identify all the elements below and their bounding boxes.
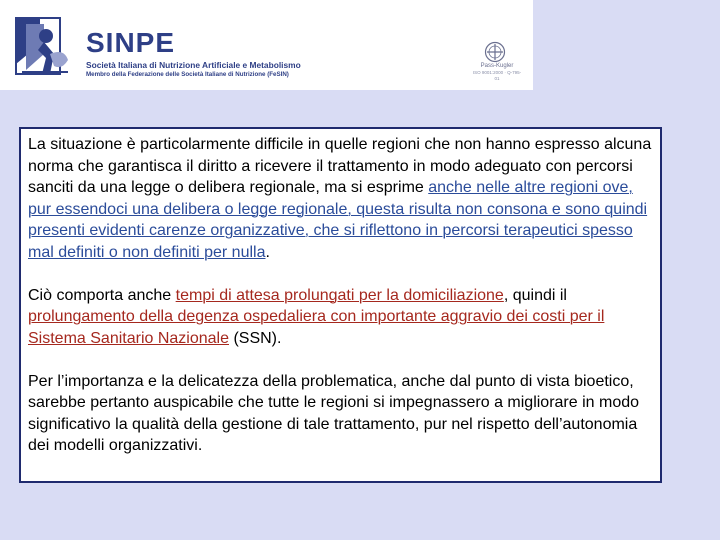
certification-name: Pass-Kugler bbox=[480, 63, 514, 69]
paragraph-2-highlight-waiting: tempi di attesa prolungati per la domiciliazione bbox=[175, 286, 504, 304]
paragraph-2-middle: , quindi il bbox=[503, 286, 567, 304]
brand-title: SINPE bbox=[86, 27, 176, 58]
brand-subtitle: Società Italiana di Nutrizione Artificiale e Metabolismo bbox=[86, 60, 301, 70]
paragraph-1-highlight: anche nelle altre regioni ove, pur essendoci una delibera o legge regionale, questa risulta non consona e sono quindi presenti evidenti carenze organizzative, che si riflettono in percorsi terapeutici spesso mal definiti o non definiti per nulla bbox=[28, 179, 648, 261]
brand-subtitle-secondary: Membro della Federazione delle Società Italiane di Nutrizione (FeSIN) bbox=[86, 71, 289, 78]
paragraph-2-text: Ciò comporta anche bbox=[28, 286, 176, 304]
slide-text bbox=[28, 134, 654, 478]
paragraph-1-text: La situazione è particolarmente difficile in quelle regioni che non hanno espresso alcuna norma che garantisca il diritto a ricevere il trattamento in modo adeguato con percorsi sanciti da una legge o delibera regionale, ma si esprime bbox=[28, 136, 652, 196]
header-banner bbox=[0, 0, 533, 90]
paragraph-2-end: (SSN). bbox=[229, 329, 282, 347]
content-textbox bbox=[19, 127, 662, 483]
certification-seal-icon bbox=[484, 41, 506, 63]
sinpe-logo-icon bbox=[14, 14, 76, 80]
paragraph-1-end: . bbox=[265, 243, 270, 261]
certification-subtext: ISO 9001:2000 · Q-795-01 bbox=[472, 70, 522, 81]
paragraph-2 bbox=[28, 285, 654, 350]
paragraph-3: Per l’importanza e la delicatezza della problematica, anche dal punto di vista bioetico, sarebbe pertanto auspicabile che tutte le regioni si impegnassero a migliorare in modo significativo la qualità della gestione di tale trattamento, pur nel rispetto dell’autonomia dei modelli organizzativi. bbox=[28, 372, 640, 454]
paragraph-2-highlight-costs: prolungamento della degenza ospedaliera con importante aggravio dei costi per il Sistema Sanitario Nazionale bbox=[28, 308, 605, 347]
paragraph-1 bbox=[28, 134, 654, 263]
